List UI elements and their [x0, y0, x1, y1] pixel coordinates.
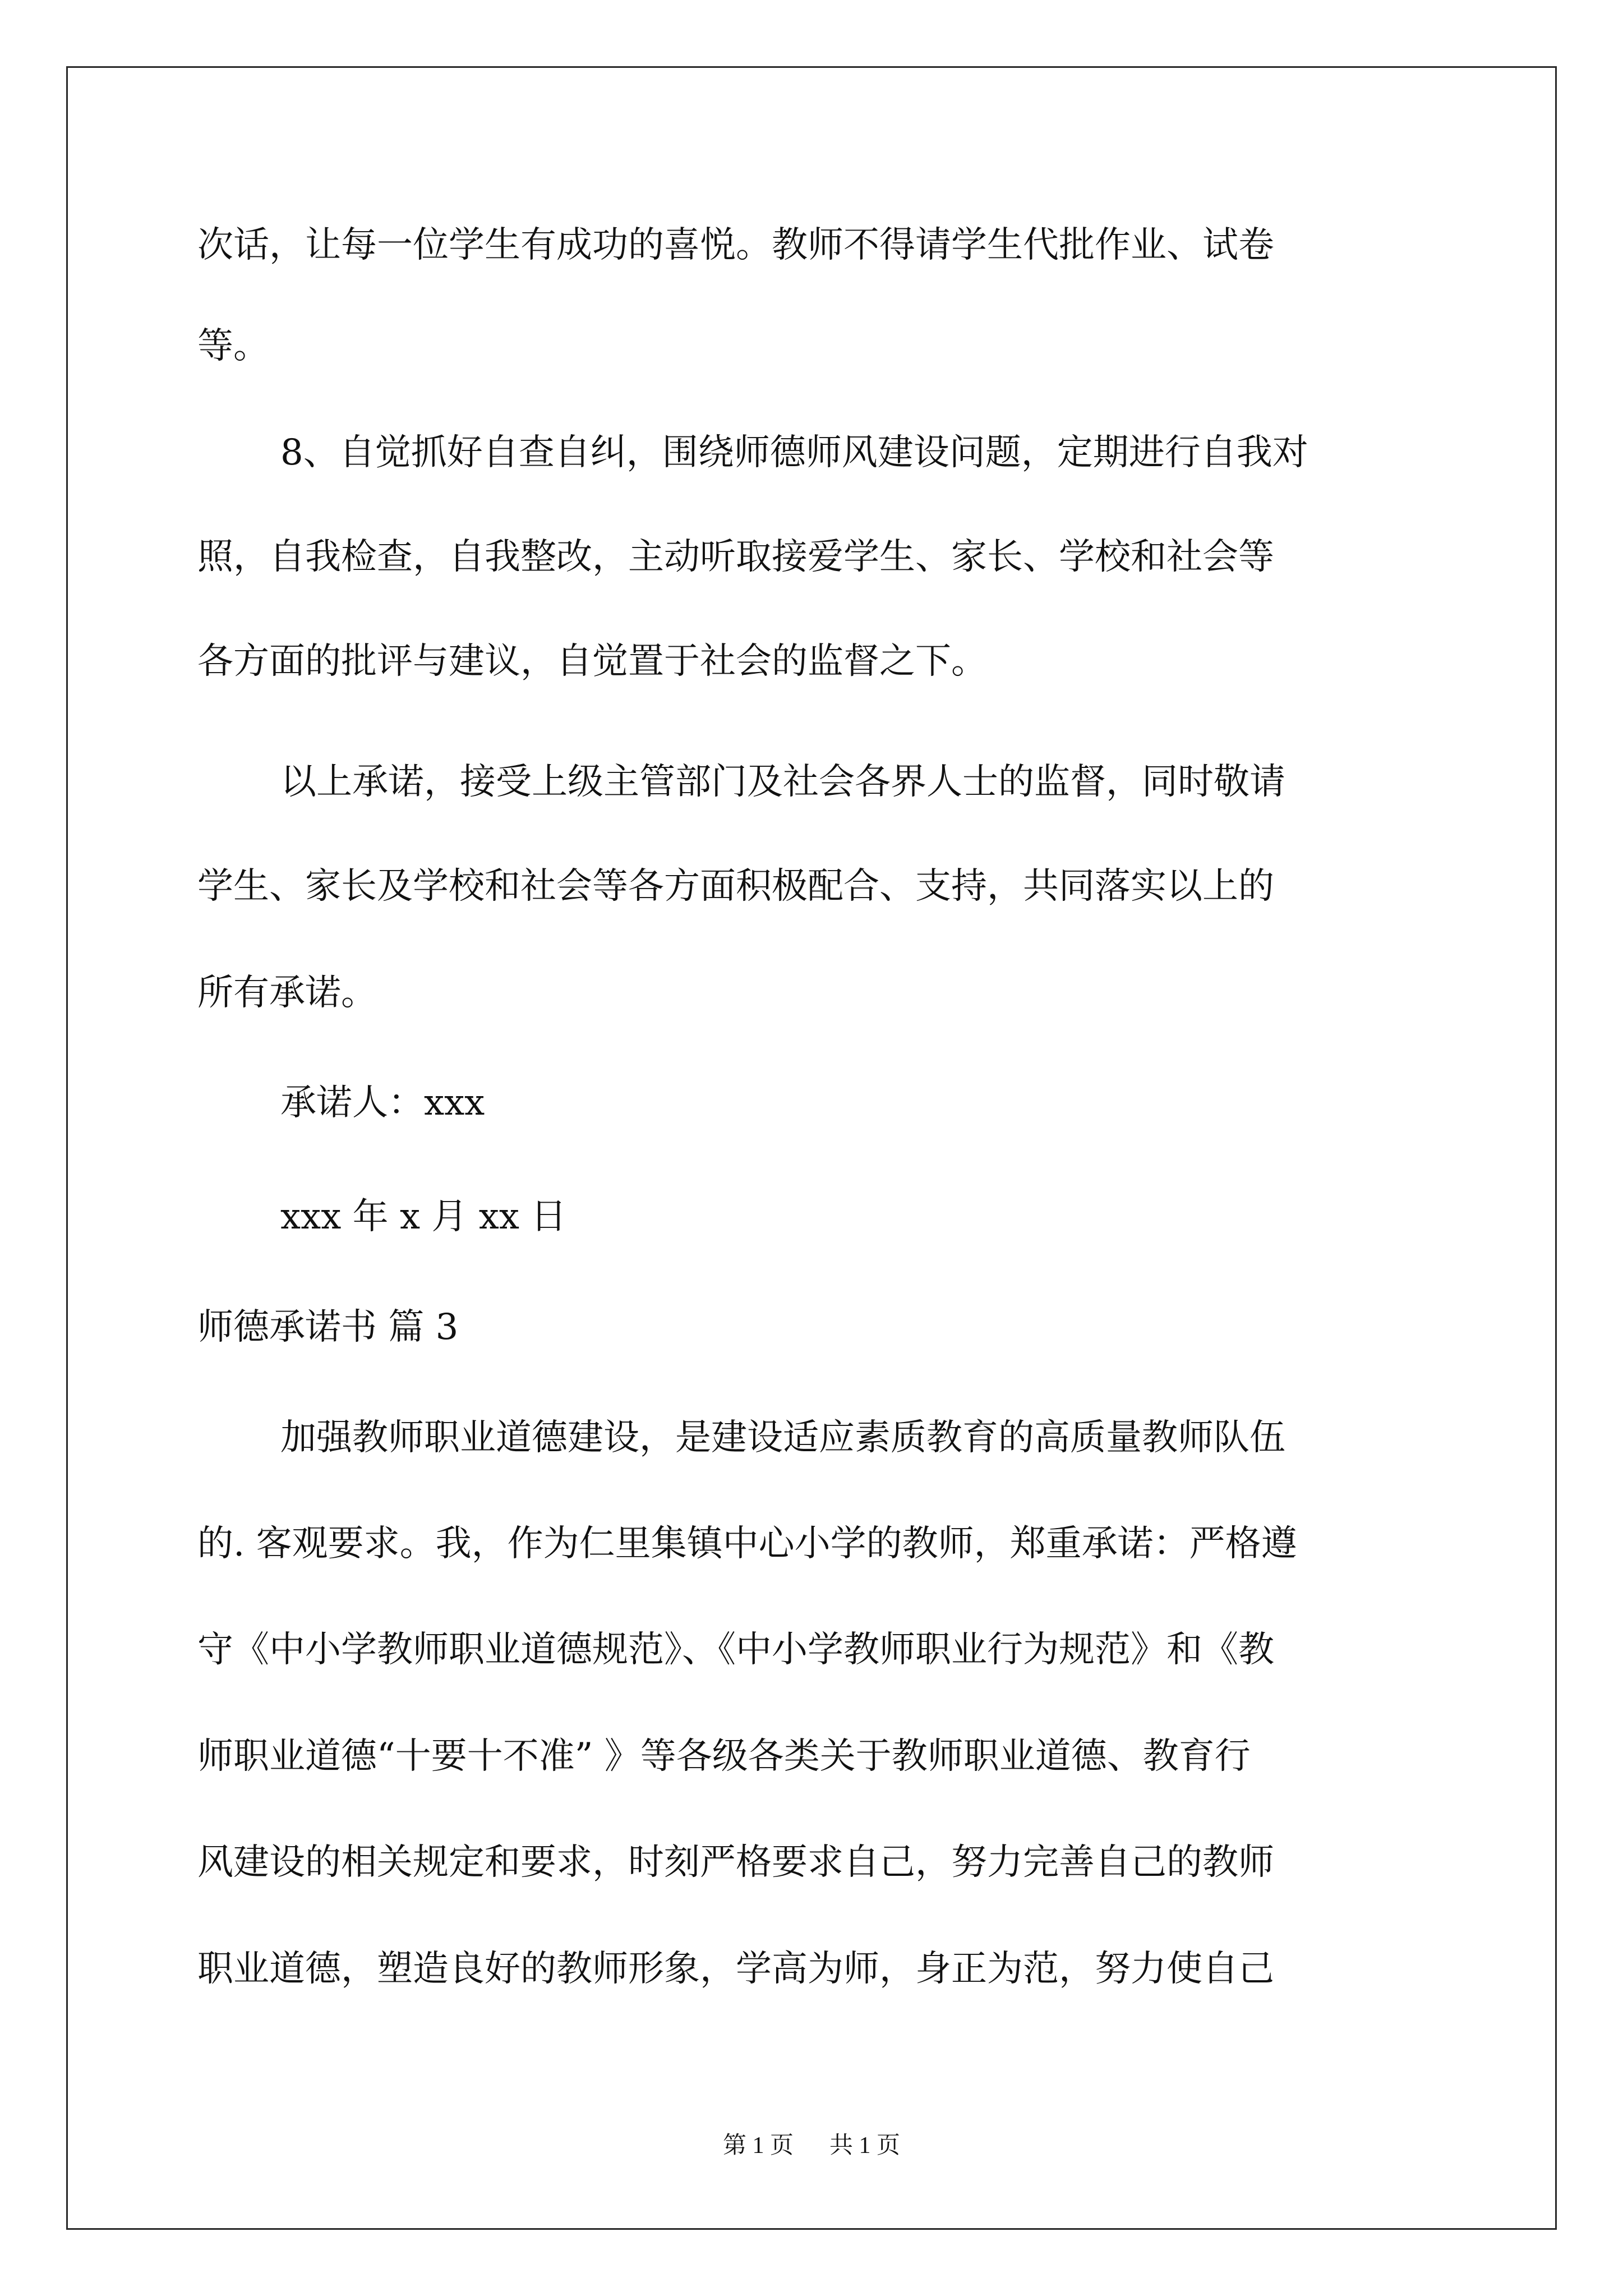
section-heading: 师德承诺书 篇 3	[197, 1306, 459, 1348]
paragraph-line: 以上承诺，接受上级主管部门及社会各界人士的监督，同时敬请	[280, 761, 1285, 803]
paragraph-line: 师职业道德“十要十不准” 》等各级各类关于教师职业道德、教育行	[197, 1736, 1251, 1777]
paragraph-line: 照，自我检查，自我整改，主动听取接爱学生、家长、学校和社会等	[197, 536, 1274, 578]
paragraph-line: 等。	[197, 325, 269, 367]
paragraph-line: 加强教师职业道德建设，是建设适应素质教育的高质量教师队伍	[280, 1417, 1285, 1458]
paragraph-line: 各方面的批评与建议，自觉置于社会的监督之下。	[197, 641, 987, 682]
page-number-current: 第 1 页	[722, 2133, 794, 2159]
paragraph-line: 次话，让每一位学生有成功的喜悦。教师不得请学生代批作业、试卷	[197, 224, 1274, 266]
paragraph-line: 的. 客观要求。我，作为仁里集镇中心小学的教师，郑重承诺：严格遵	[197, 1523, 1297, 1565]
paragraph-line: 守《中小学教师职业道德规范》、《中小学教师职业行为规范》和《教	[197, 1629, 1274, 1671]
page-border	[66, 66, 1557, 2230]
page-footer	[0, 2129, 1623, 2162]
paragraph-line: 风建设的相关规定和要求，时刻严格要求自己，努力完善自己的教师	[197, 1842, 1274, 1883]
date-line: xxx 年 x 月 xx 日	[280, 1196, 567, 1237]
paragraph-line: 学生、家长及学校和社会等各方面积极配合、支持，共同落实以上的	[197, 866, 1274, 907]
paragraph-line: 职业道德，塑造良好的教师形象，学高为师，身正为范，努力使自己	[197, 1948, 1274, 1990]
paragraph-line: 所有承诺。	[197, 972, 377, 1014]
page-number-total: 共 1 页	[829, 2133, 901, 2159]
paragraph-line: 8、自觉抓好自查自纠，围绕师德师风建设问题，定期进行自我对	[280, 432, 1308, 473]
signatory-line: 承诺人：xxx	[280, 1082, 485, 1124]
